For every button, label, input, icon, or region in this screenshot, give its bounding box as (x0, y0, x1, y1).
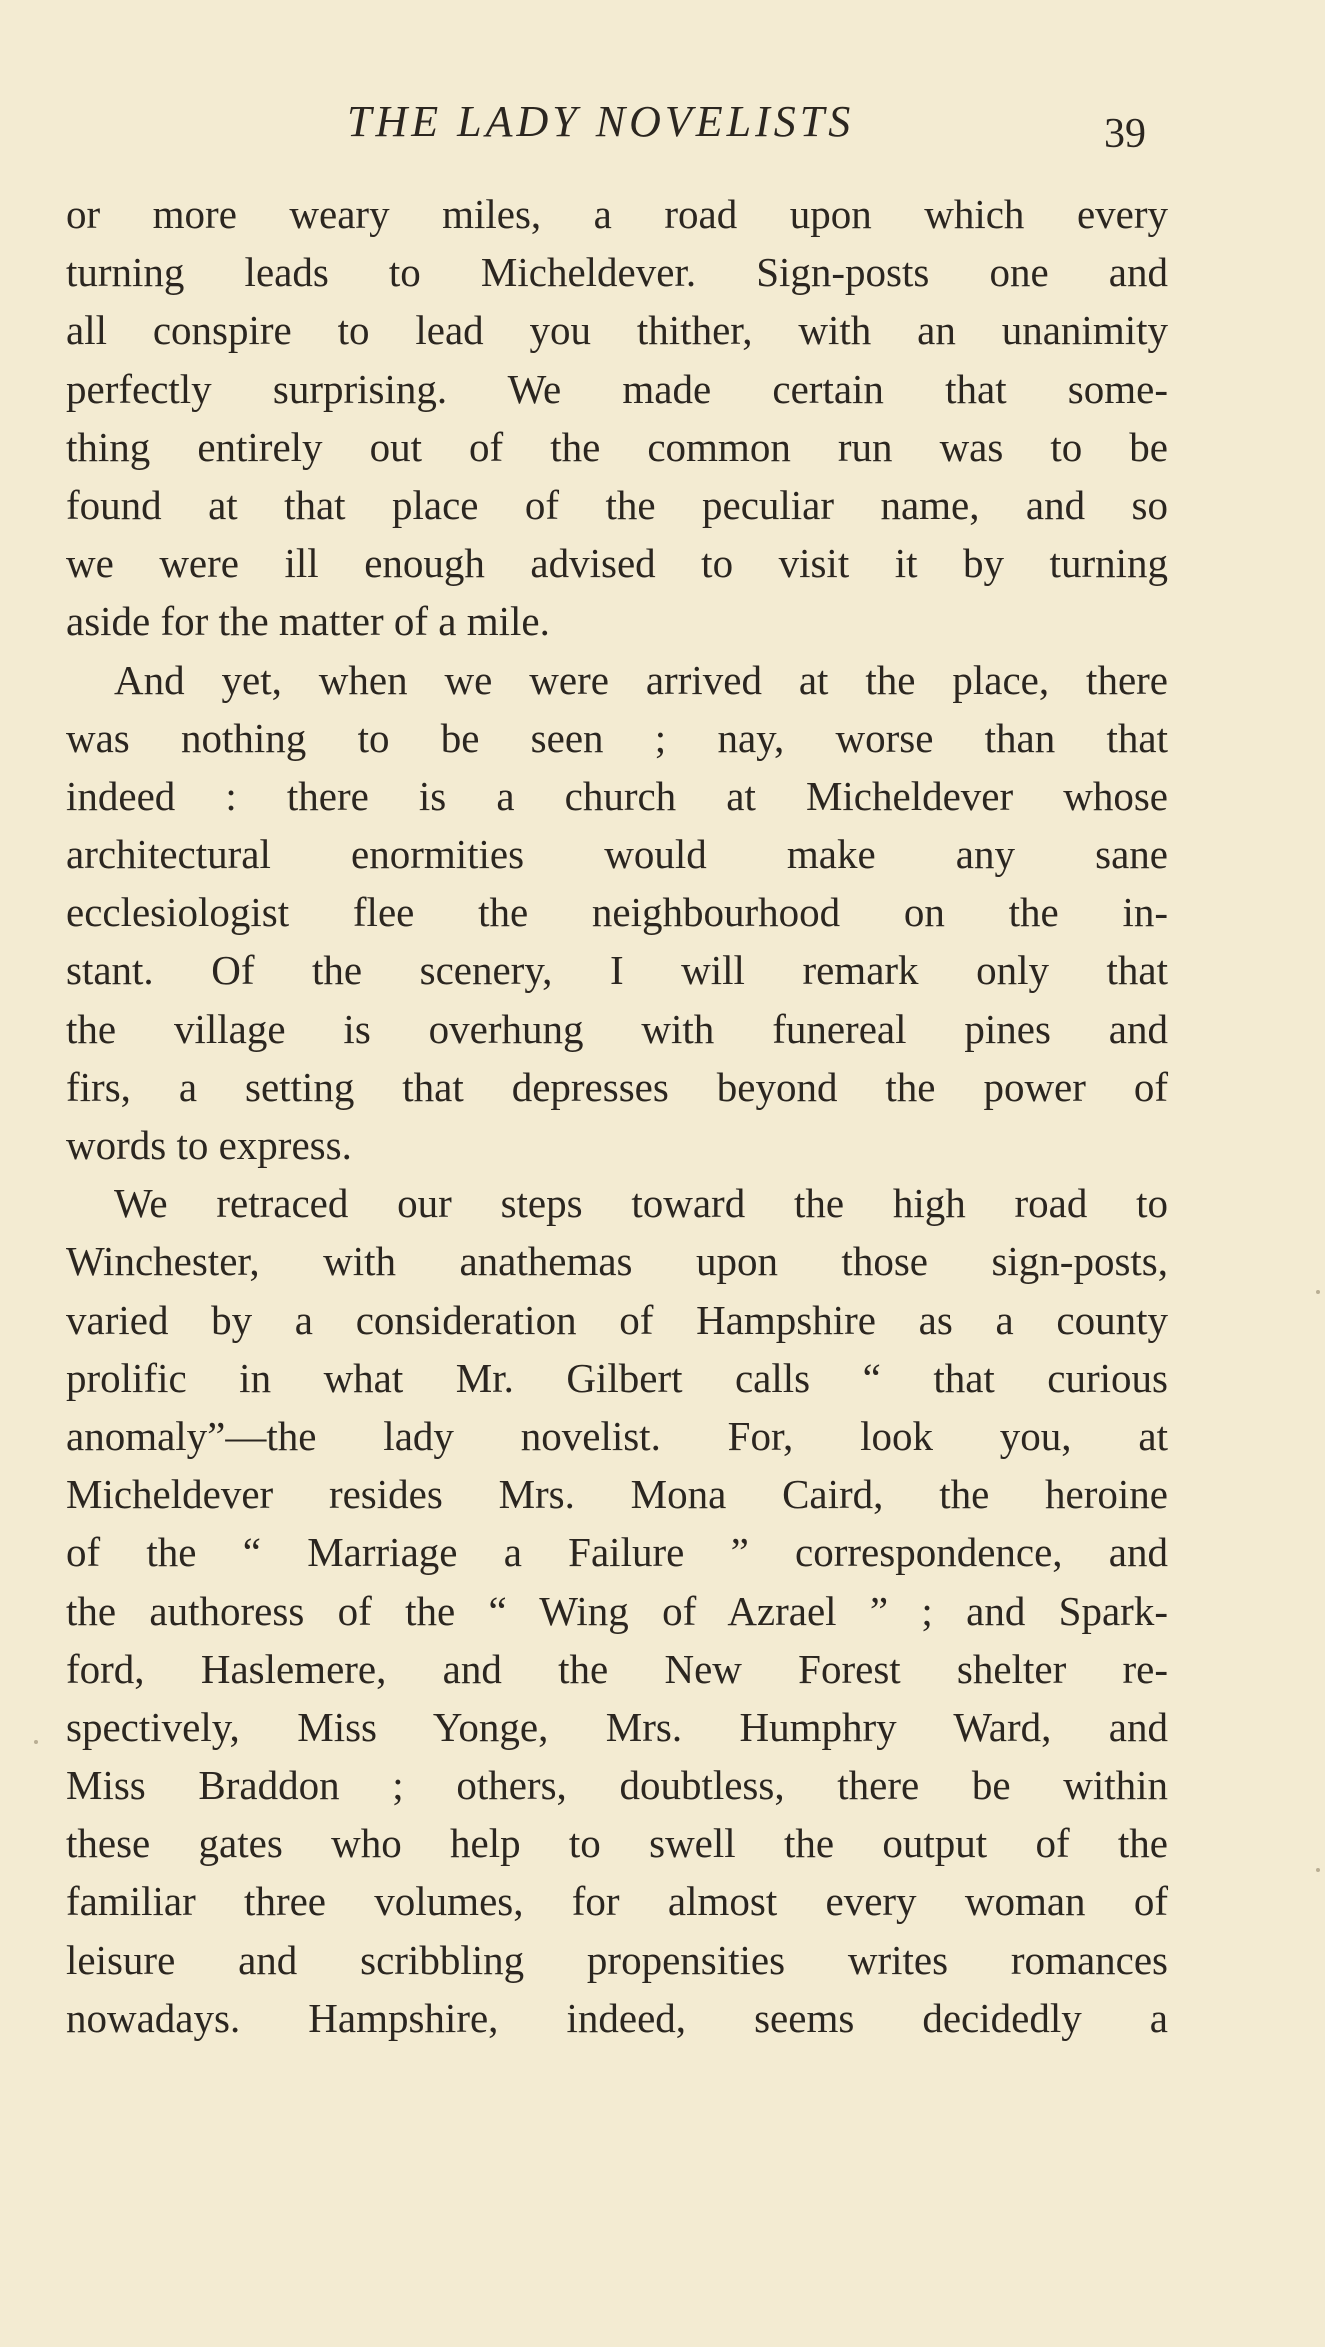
text-line: aside for the matter of a mile. (66, 598, 550, 645)
text-line: spectively, Miss Yonge, Mrs. Humphry Ward, and (66, 1703, 1168, 1750)
text-line: these gates who help to swell the output of the (66, 1820, 1168, 1867)
page-number: 39 (1104, 111, 1146, 157)
running-head (0, 92, 1325, 157)
text-line: familiar three volumes, for almost every woman of (66, 1878, 1168, 1925)
text-line: architectural enormities would make any sane (66, 831, 1168, 878)
running-title: THE LADY NOVELISTS (347, 97, 855, 146)
text-line: ford, Haslemere, and the New Forest shelter re- (66, 1645, 1168, 1692)
text-line: words to express. (66, 1122, 352, 1168)
paper-speck (1316, 1290, 1320, 1294)
text-line: perfectly surprising. We made certain that some- (66, 365, 1168, 412)
text-line: found at that place of the peculiar name, and so (66, 481, 1168, 528)
text-line: Winchester, with anathemas upon those sign-posts, (66, 1238, 1168, 1285)
text-line: of the “ Marriage a Failure ” correspondence, and (66, 1529, 1168, 1576)
text-line: Micheldever resides Mrs. Mona Caird, the heroine (66, 1471, 1168, 1518)
paper-speck (1316, 1868, 1320, 1872)
text-line: turning leads to Micheldever. Sign-posts one and (66, 249, 1168, 296)
text-line: we were ill enough advised to visit it by turning (66, 540, 1168, 587)
text-line: And yet, when we were arrived at the place, there (114, 656, 1168, 703)
text-line: thing entirely out of the common run was to be (66, 423, 1168, 470)
text-line: varied by a consideration of Hampshire as a county (66, 1296, 1168, 1343)
text-line: all conspire to lead you thither, with an unanimity (66, 307, 1168, 354)
text-line: the village is overhung with funereal pines and (66, 1005, 1168, 1052)
body-text (66, 185, 1168, 2047)
text-line: stant. Of the scenery, I will remark only that (66, 947, 1168, 994)
text-line: Miss Braddon ; others, doubtless, there be within (66, 1762, 1168, 1809)
text-line: was nothing to be seen ; nay, worse than that (66, 714, 1168, 761)
text-line: indeed : there is a church at Micheldever whose (66, 772, 1168, 819)
text-line: firs, a setting that depresses beyond the power of (66, 1063, 1168, 1110)
paper-speck (34, 1740, 38, 1744)
text-line: anomaly”—the lady novelist. For, look you, at (66, 1412, 1168, 1459)
text-line: nowadays. Hampshire, indeed, seems decidedly a (66, 1994, 1168, 2041)
text-line: prolific in what Mr. Gilbert calls “ that curious (66, 1354, 1168, 1401)
text-line: the authoress of the “ Wing of Azrael ” ; and Spark- (66, 1587, 1168, 1634)
text-line: leisure and scribbling propensities writes romances (66, 1936, 1168, 1983)
text-line: ecclesiologist flee the neighbourhood on the in- (66, 889, 1168, 936)
text-line: We retraced our steps toward the high road to (114, 1180, 1168, 1227)
text-line: or more weary miles, a road upon which every (66, 191, 1168, 237)
